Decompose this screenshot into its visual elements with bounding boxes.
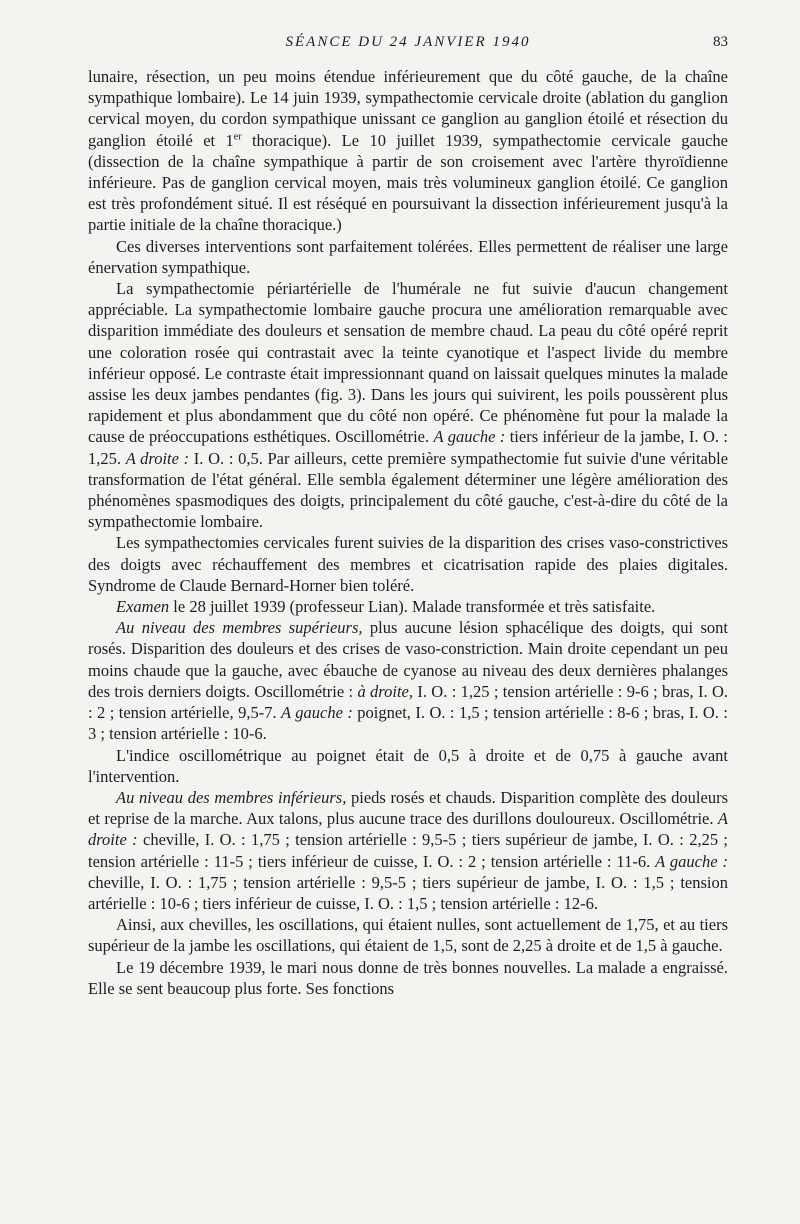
paragraph-8: [88, 787, 728, 914]
p6-italic-1: Au niveau des membres supérieurs,: [116, 618, 363, 638]
p8-text-c: cheville, I. O. : 1,75 ; tension artérielle : 9,5-5 ; tiers supérieur de jambe, I. O. : 1,5 ; tension artérielle : 10-6 ; tiers inférieur de cuisse, I. O. : 1,5 ; tension artérielle : 12-6.: [88, 872, 728, 913]
p6-text-c: poignet, I. O. : 1,5 ; tension artérielle : 8-6 ; bras, I. O. : 3 ; tension artérielle : 10-6.: [88, 703, 728, 744]
paragraph-4: Les sympathectomies cervicales furent suivies de la disparition des crises vaso-constrictives des doigts avec réchauffement des membres et cicatrisation rapide des plaies digitales. Syndrome de Claude Bernard-Horner bien toléré.: [88, 533, 728, 595]
p3-italic-2: A droite :: [125, 448, 190, 468]
body-text: [88, 66, 728, 999]
p6-italic-2: à droite,: [357, 681, 413, 701]
p8-text-a: pieds rosés et chauds. Disparition complète des douleurs et reprise de la marche. Aux talons, plus aucune trace des durillons douloureux. Oscillométrie.: [88, 787, 728, 829]
paragraph-5: [88, 596, 728, 617]
p3-text-b: tiers inférieur de la jambe, I. O. : 1,25.: [88, 427, 729, 468]
paragraph-2: Ces diverses interventions sont parfaitement tolérées. Elles permettent de réaliser une large énervation sympathique.: [88, 236, 728, 277]
p6-text-a: plus aucune lésion sphacélique des doigts, qui sont rosés. Disparition des douleurs et des crises de vaso-constriction. Main droite cependant un peu moins chaude que la gauche, avec ébauche de cyanose au niveau des deux dernières phalanges des trois derniers doigts. Oscillométrie :: [88, 618, 728, 701]
p8-italic-1: Au niveau des membres inférieurs,: [116, 787, 347, 807]
p3-text-c: I. O. : 0,5. Par ailleurs, cette première sympathectomie fut suivie d'une véritable transformation de l'état général. Elle sembla également déterminer une légère amélioration des phénomènes spasmodiques des doigts, principalement du côté gauche, c'est-à-dire du côté de la sympathectomie lombaire.: [88, 448, 729, 532]
p8-italic-3: A gauche :: [655, 851, 728, 871]
p3-text-a: La sympathectomie périartérielle de l'humérale ne fut suivie d'aucun changement appréciable. La sympathectomie lombaire gauche procura une amélioration remarquable avec disparition immédiate des douleurs et sensation de membre chaud. La peau du côté opéré reprit une coloration rosée qui contrastait avec la teinte cyanotique et l'aspect livide du membre inférieur opposé. Le contraste était impressionnant quand on laissait quelques minutes la malade assise les deux jambes pendantes (fig. 3). Dans les jours qui suivirent, les poils poussèrent plus rapidement et plus abondamment que du côté non opéré. Ce phénomène fut pour la malade la cause de préoccupations esthétiques. Oscillométrie.: [88, 279, 728, 447]
p5-italic: Examen: [116, 597, 170, 617]
p6-italic-3: A gauche :: [281, 703, 353, 723]
running-head: SÉANCE DU 24 JANVIER 1940: [285, 34, 531, 50]
p1-text-b: thoracique). Le 10 juillet 1939, sympathectomie cervicale gauche (dissection de la chaîne sympathique à partir de son croisement avec l'artère thyroïdienne inférieure. Pas de ganglion cervical moyen, mais très volumineux ganglion étoilé. Ce ganglion est très profondément situé. Il est réséqué en poursuivant la dissection inférieurement jusqu'à la partie initiale de la chaîne thoracique.): [88, 130, 728, 235]
p8-text-b: cheville, I. O. : 1,75 ; tension artérielle : 9,5-5 ; tiers supérieur de jambe, I. O. : 2,25 ; tension artérielle : 11-5 ; tiers inférieur de cuisse, I. O. : 2 ; tension artérielle : 11-6.: [88, 830, 729, 871]
p6-text-b: I. O. : 1,25 ; tension artérielle : 9-6 ; bras, I. O. : 2 ; tension artérielle, 9,5-7.: [88, 681, 728, 723]
p3-italic-1: A gauche :: [433, 427, 506, 447]
paragraph-9: Ainsi, aux chevilles, les oscillations, qui étaient nulles, sont actuellement de 1,75, et au tiers supérieur de la jambe les oscillations, qui étaient de 1,5, sont de 2,25 à droite et de 1,5 à gauche.: [88, 915, 728, 956]
page-header: [88, 34, 728, 54]
paragraph-7: L'indice oscillométrique au poignet était de 0,5 à droite et de 0,75 à gauche avant l'intervention.: [88, 745, 728, 786]
p5-text: le 28 juillet 1939 (professeur Lian). Malade transformée et très satisfaite.: [169, 597, 656, 617]
paragraph-3: [88, 278, 728, 532]
p1-text: lunaire, résection, un peu moins étendue inférieurement que du côté gauche, de la chaîne sympathique lombaire). Le 14 juin 1939, sympathectomie cervicale droite (ablation du ganglion cervical moyen, du cordon sympathique unissant ce ganglion au ganglion étoilé et résection du ganglion étoilé et 1: [88, 67, 728, 150]
p1-superscript: er: [233, 131, 242, 143]
p8-italic-2: A droite :: [88, 809, 728, 850]
paragraph-1: [88, 66, 728, 236]
paragraph-10: Le 19 décembre 1939, le mari nous donne de très bonnes nouvelles. La malade a engraissé. Elle se sent beaucoup plus forte. Ses fonctions: [88, 957, 728, 998]
page-number: 83: [713, 34, 728, 50]
paragraph-6: [88, 617, 728, 744]
